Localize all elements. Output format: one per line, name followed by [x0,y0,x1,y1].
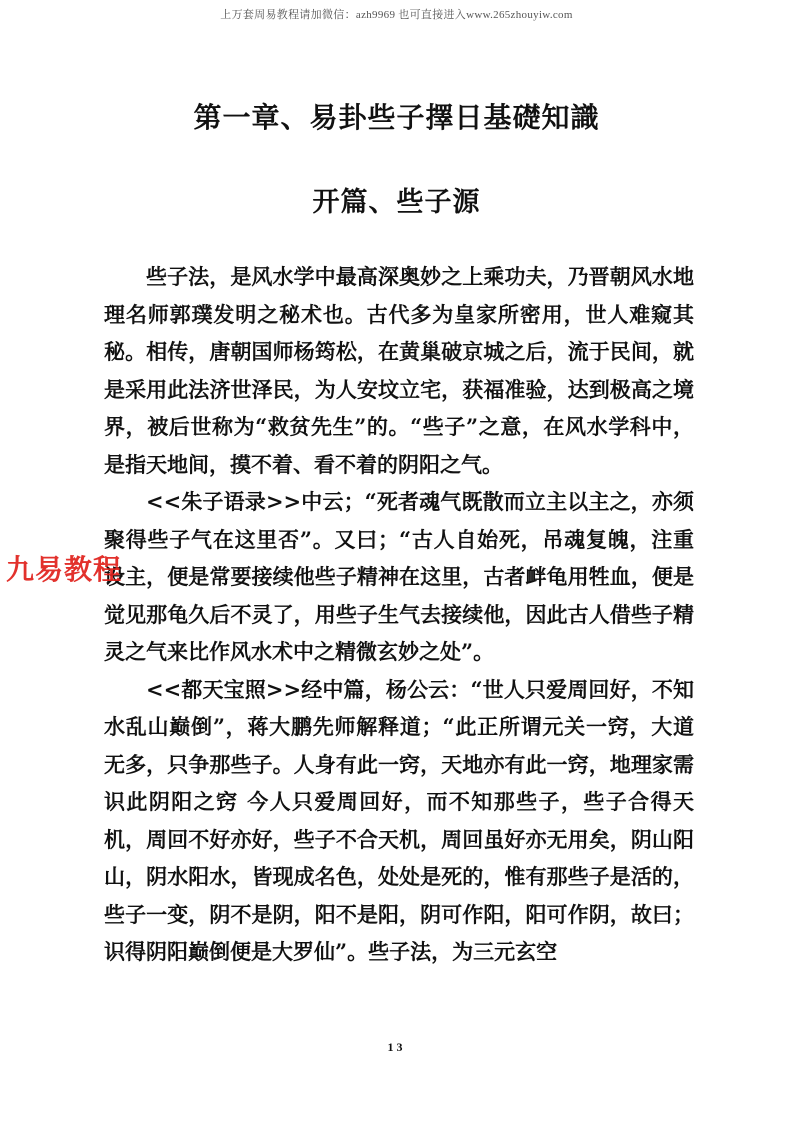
paragraph-3: <<都天宝照>>经中篇，杨公云：“世人只爱周回好，不知水乱山巅倒”，蒋大鹏先师解释道；“此正所谓元关一窍，大道无多，只争那些子。人身有此一窍，天地亦有此一窍，地理家需识此阴阳之窍 今人只爱周回好，而不知那些子，些子合得天机，周回不好亦好，些子不合天机，周回虽好亦无用矣，阴山阳山，阴水阳水，皆现成名色，处处是死的，惟有那些子是活的，些子一变，阴不是阴，阳不是阳，阴可作阳，阳可作阴，故曰；识得阴阳巅倒便是大罗仙”。些子法，为三元玄空 [104,676,694,964]
paragraph-2: <<朱子语录>>中云；“死者魂气既散而立主以主之，亦须聚得些子气在这里否”。又曰；“古人自始死，吊魂复魄，注重设主，便是常要接续他些子精神在这里，古者衅龟用牲血，便是觉见那龟久后不灵了，用些子生气去接续他，因此古人借些子精灵之气来比作风水术中之精微玄妙之处”。 [104,489,694,664]
header-promo-note: 上万套周易教程请加微信：azh9969 也可直接进入www.265zhouyiw.com [220,9,573,21]
chapter-title: 第一章、易卦些子擇日基礎知識 [193,101,600,134]
watermark-logo: 九易教程 [6,553,123,586]
document-body [104,258,694,971]
section-title: 开篇、些子源 [312,187,481,218]
paragraph-1: 些子法，是风水学中最高深奥妙之上乘功夫，乃晋朝风水地理名师郭璞发明之秘术也。古代多为皇家所密用，世人难窥其秘。相传，唐朝国师杨筠松，在黄巢破京城之后，流于民间，就是采用此法济世泽民，为人安坟立宅，获福准验，达到极高之境界，被后世称为“救贫先生”的。“些子”之意，在风水学科中，是指天地间，摸不着、看不着的阴阳之气。 [104,264,694,477]
page-number: 13 [387,1040,406,1054]
